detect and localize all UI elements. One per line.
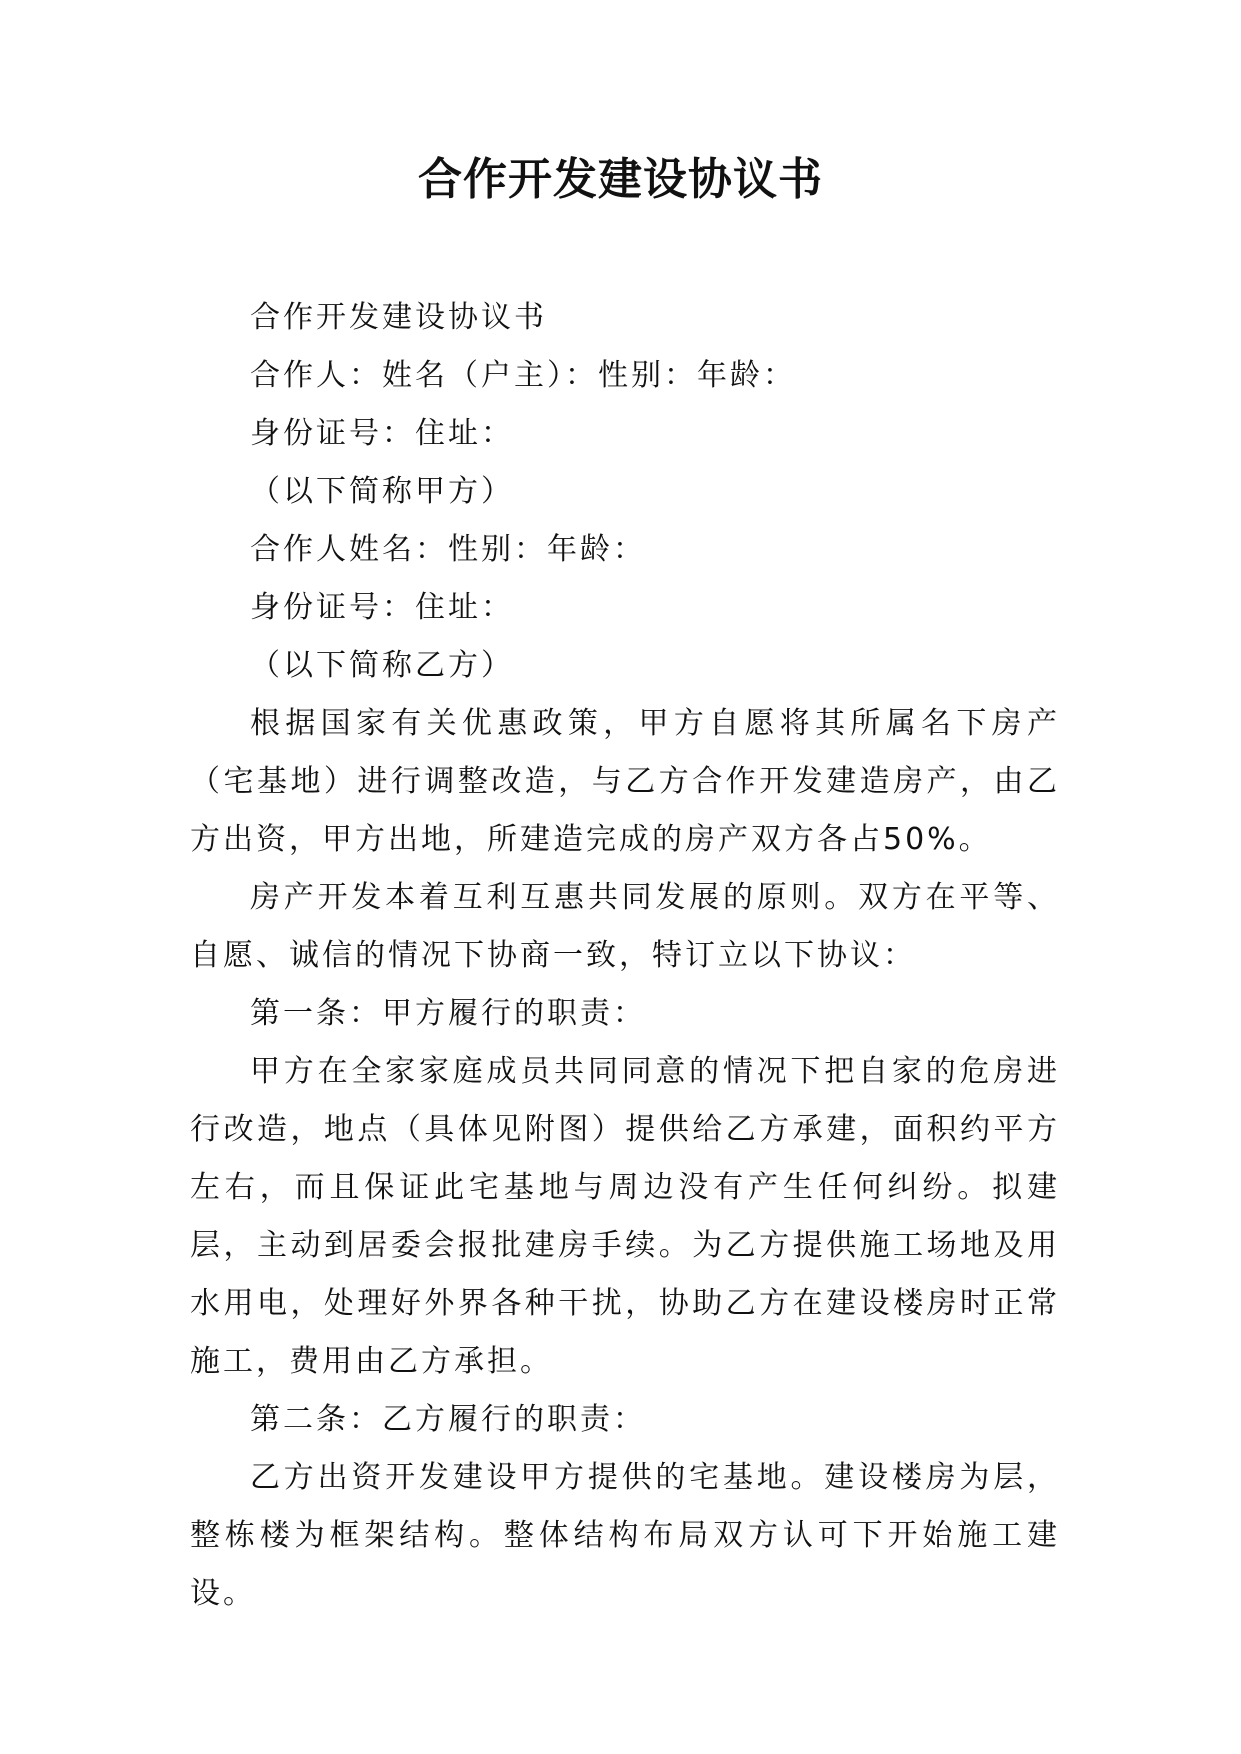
- paragraph-party-a-name: 合作人：姓名（户主）：性别：年龄：: [250, 358, 796, 393]
- paragraph-party-b-id: 身份证号：住址：: [250, 590, 514, 625]
- paragraph-party-a-alias: （以下简称甲方）: [250, 474, 514, 509]
- article-1-body: 甲方在全家家庭成员共同同意的情况下把自家的危房进行改造，地点（具体见附图）提供给乙方承建，面积约平方左右，而且保证此宅基地与周边没有产生任何纠纷。拟建层，主动到居委会报批建房手续。为乙方提供施工场地及用水用电，处理好外界各种干扰，协助乙方在建设楼房时正常施工，费用由乙方承担。: [190, 1054, 1060, 1379]
- paragraph-party-b-alias: （以下简称乙方）: [250, 648, 514, 683]
- document-body: [190, 289, 1060, 1623]
- paragraph-party-b-name: 合作人姓名：性别：年龄：: [250, 532, 646, 567]
- paragraph-principle: 房产开发本着互利互惠共同发展的原则。双方在平等、自愿、诚信的情况下协商一致，特订立以下协议：: [190, 880, 1060, 973]
- article-1-heading: 第一条：甲方履行的职责：: [250, 996, 646, 1031]
- document-title: 合作开发建设协议书: [418, 154, 823, 205]
- paragraph-heading: 合作开发建设协议书: [250, 300, 547, 335]
- paragraph-party-a-id: 身份证号：住址：: [250, 416, 514, 451]
- article-2-body: 乙方出资开发建设甲方提供的宅基地。建设楼房为层，整栋楼为框架结构。整体结构布局双方认可下开始施工建设。: [190, 1460, 1060, 1611]
- paragraph-preamble: 根据国家有关优惠政策，甲方自愿将其所属名下房产（宅基地）进行调整改造，与乙方合作开发建造房产，由乙方出资，甲方出地，所建造完成的房产双方各占50%。: [190, 706, 1060, 857]
- article-2-heading: 第二条：乙方履行的职责：: [250, 1402, 646, 1437]
